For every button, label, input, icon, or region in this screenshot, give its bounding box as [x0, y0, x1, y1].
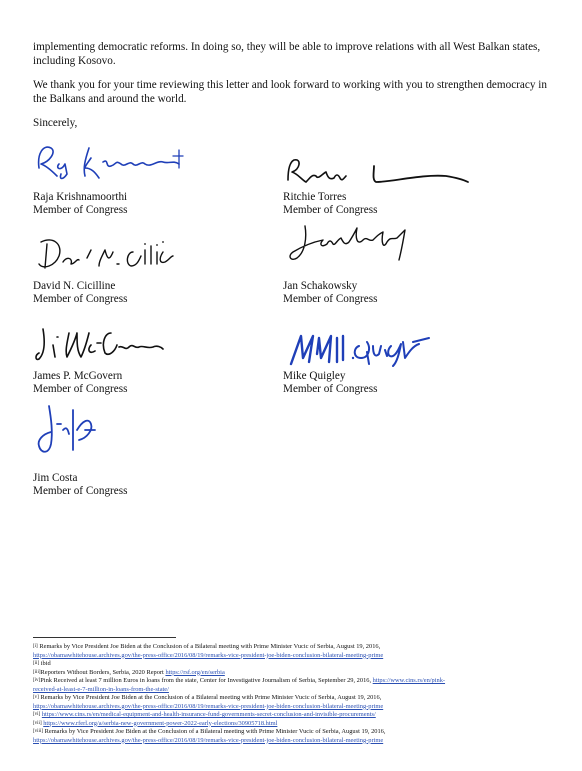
body-paragraph-2: We thank you for your time reviewing this letter and look forward to working with you to strengthen democracy in the Balkans and around the world. [33, 79, 547, 105]
footnote-line: [i] Remarks by Vice President Joe Biden at the Conclusion of a Bilateral meeting with Prime Minister Vucic of Serbia, August 19, 2016, [33, 643, 381, 650]
signer-name: Ritchie Torres [283, 191, 347, 203]
footnote-line: [vii] https://www.rferl.org/a/serbia-new-government-power-2022-early-elections/30905718.html [33, 719, 278, 727]
signature-raja-krishnamoorthi [33, 138, 193, 186]
footnote-link[interactable]: received-at-least-e-7-million-in-loans-from-the-state/ [33, 685, 169, 693]
signer-block-raja-krishnamoorthi [33, 191, 127, 217]
closing-salutation: Sincerely, [33, 117, 78, 129]
footnote-line: [v] Remarks by Vice President Joe Biden at the Conclusion of a Bilateral meeting with Prime Minister Vucic of Serbia, August 19, 2016, [33, 694, 382, 701]
signer-name: James P. McGovern [33, 370, 123, 382]
signer-title: Member of Congress [33, 204, 128, 216]
signature-james-mcgovern [33, 323, 168, 367]
signer-title: Member of Congress [33, 383, 128, 395]
body-paragraph-1: implementing democratic reforms. In doing so, they will be able to improve relations with all West Balkan states, including Kosovo. [33, 41, 541, 67]
footnote-line [33, 737, 563, 746]
signature-david-cicilline [33, 228, 193, 278]
signer-block-jan-schakowsky [283, 280, 377, 306]
signer-title: Member of Congress [283, 383, 378, 395]
footnote-link[interactable]: https://rsf.org/en/serbia [165, 668, 225, 676]
signer-title: Member of Congress [283, 204, 378, 216]
signer-block-james-mcgovern [33, 370, 127, 396]
footnote-line: [vi] https://www.cins.rs/en/medical-equipment-and-health-insurance-fund-governments-secret-conclusion-and-invisible-procurements/ [33, 711, 376, 718]
signature-jim-costa [33, 400, 103, 458]
footnote-line: [ii] ibid [33, 660, 51, 667]
footnote-line: [iv]Pink Received at least 7 million Euros in loans from the state, Center for Investigative Journalism of Serbia, September 29, 2016, https://www.cins.rs/en/pink- [33, 677, 446, 684]
signer-title: Member of Congress [33, 485, 128, 497]
footnote-link[interactable]: https://www.cins.rs/en/pink- [372, 677, 446, 684]
footnote-line: [viii] Remarks by Vice President Joe Biden at the Conclusion of a Bilateral meeting with Prime Minister Vucic of Serbia, August 19, 2016, [33, 728, 386, 735]
signer-block-mike-quigley [283, 370, 377, 396]
footnote-divider [33, 637, 176, 638]
signature-jan-schakowsky [283, 218, 423, 268]
signer-name: Raja Krishnamoorthi [33, 191, 128, 203]
footnotes-section [33, 643, 563, 745]
footnote-link[interactable]: https://obamawhitehouse.archives.gov/the-press-office/2016/08/19/remarks-vice-president-joe-biden-conclusion-bilateral-meeting-prime [33, 651, 384, 659]
footnote-line: [iii]Reporters Without Borders, Serbia, 2020 Report https://rsf.org/en/serbia [33, 668, 225, 676]
footnote-link[interactable]: https://www.cins.rs/en/medical-equipment-and-health-insurance-fund-governments-secret-conclusion-and-invisible-procurements/ [41, 711, 376, 718]
signer-name: Jim Costa [33, 472, 78, 484]
signer-name: David N. Cicilline [33, 280, 116, 292]
signature-mike-quigley [283, 328, 433, 368]
signer-block-ritchie-torres [283, 191, 377, 217]
signer-title: Member of Congress [33, 293, 128, 305]
signer-title: Member of Congress [283, 293, 378, 305]
signature-ritchie-torres [282, 152, 472, 192]
signer-block-jim-costa [33, 472, 127, 498]
footnote-line [33, 652, 563, 661]
signer-block-david-cicilline [33, 280, 127, 306]
footnote-line [33, 703, 563, 712]
footnote-line [33, 686, 563, 695]
footnote-link[interactable]: https://obamawhitehouse.archives.gov/the-press-office/2016/08/19/remarks-vice-president-joe-biden-conclusion-bilateral-meeting-prime [33, 736, 384, 744]
signer-name: Mike Quigley [283, 370, 346, 382]
signer-name: Jan Schakowsky [283, 280, 358, 292]
footnote-link[interactable]: https://www.rferl.org/a/serbia-new-government-power-2022-early-elections/30905718.html [43, 719, 278, 727]
footnote-link[interactable]: https://obamawhitehouse.archives.gov/the-press-office/2016/08/19/remarks-vice-president-joe-biden-conclusion-bilateral-meeting-prime [33, 702, 384, 710]
